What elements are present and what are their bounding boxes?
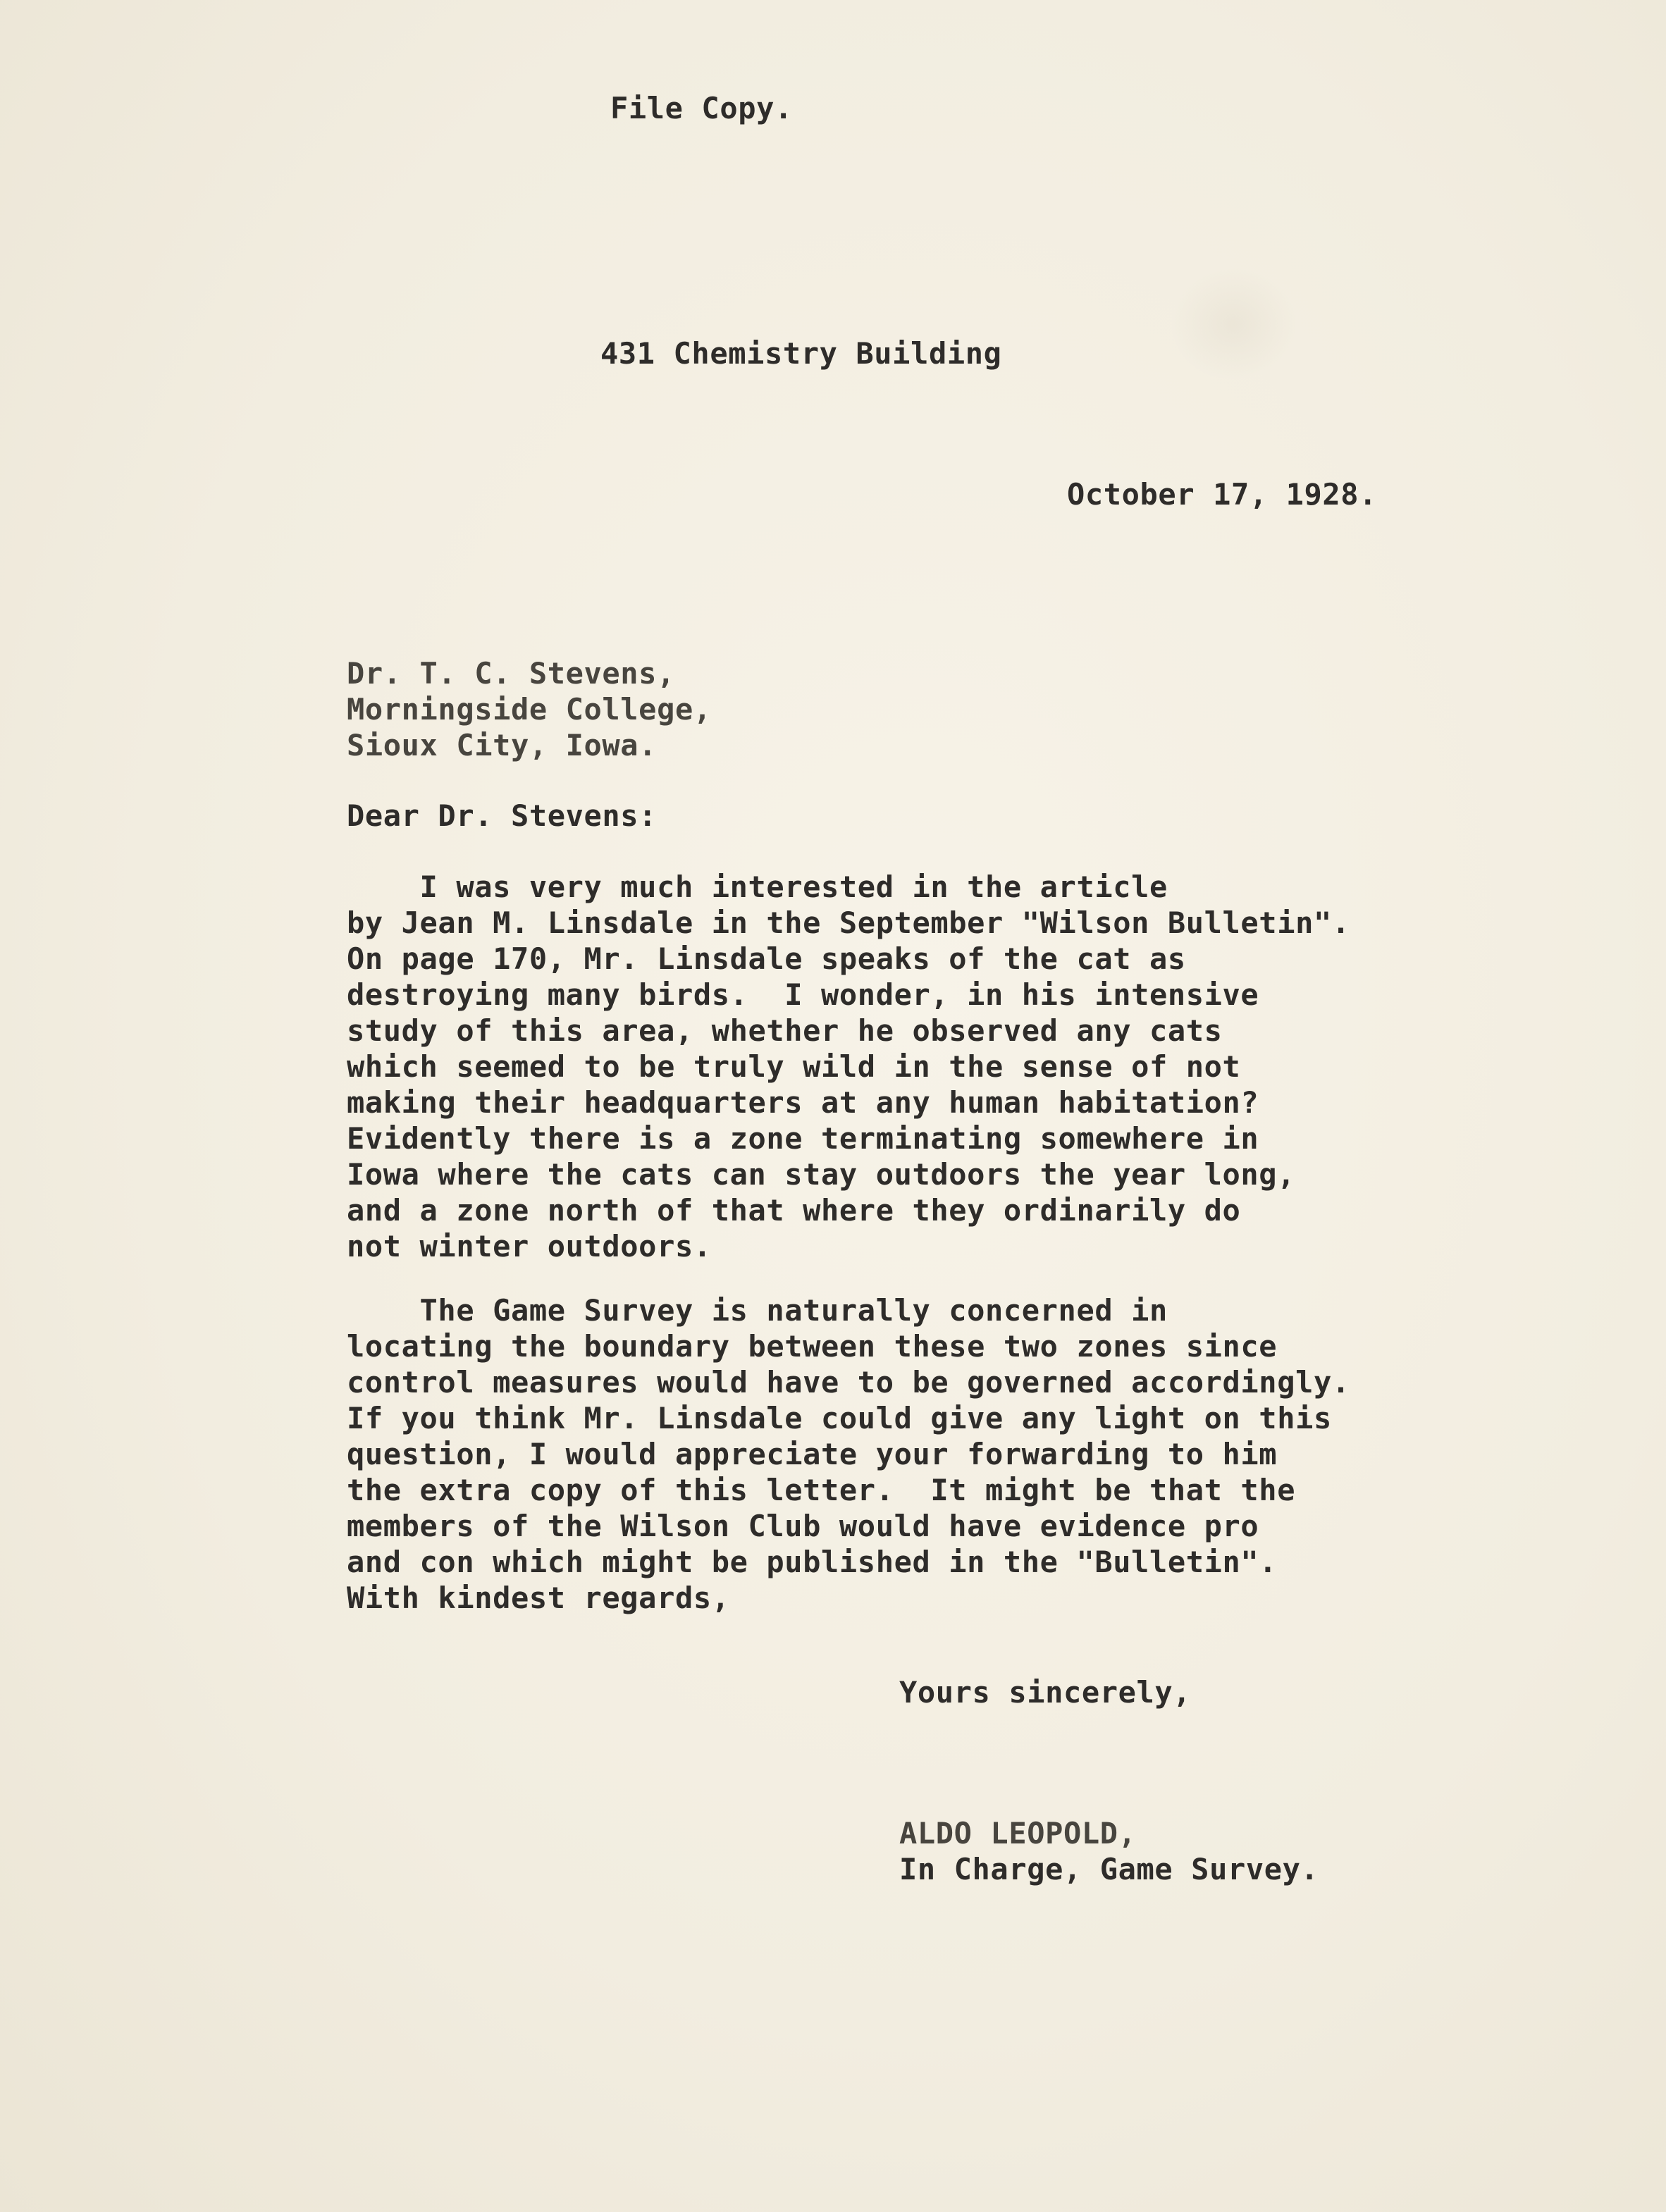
body-line: control measures would have to be governed accordingly.	[347, 1365, 1350, 1400]
body-line: On page 170, Mr. Linsdale speaks of the cat as	[347, 941, 1186, 976]
body-line: question, I would appreciate your forwarding to him	[347, 1437, 1278, 1471]
recipient-line: Dr. T. C. Stevens,	[347, 656, 675, 691]
body-line: the extra copy of this letter. It might be that the	[347, 1473, 1296, 1507]
sender-address: 431 Chemistry Building	[600, 336, 1002, 371]
body-line: which seemed to be truly wild in the sense of not	[347, 1049, 1241, 1084]
signature-title: In Charge, Game Survey.	[899, 1852, 1319, 1886]
body-line: and con which might be published in the "Bulletin".	[347, 1545, 1278, 1579]
closing: Yours sincerely,	[899, 1675, 1192, 1710]
body-line: and a zone north of that where they ordinarily do	[347, 1193, 1241, 1228]
paper-stain	[1170, 268, 1297, 381]
letter-date: October 17, 1928.	[1067, 477, 1378, 512]
body-line: members of the Wilson Club would have evidence pro	[347, 1509, 1259, 1543]
body-line: Evidently there is a zone terminating somewhere in	[347, 1121, 1259, 1156]
recipient-line: Sioux City, Iowa.	[347, 728, 658, 762]
file-copy-label: File Copy.	[610, 91, 793, 125]
body-line: Iowa where the cats can stay outdoors the year long,	[347, 1157, 1296, 1192]
salutation: Dear Dr. Stevens:	[347, 798, 658, 833]
body-line: by Jean M. Linsdale in the September "Wilson Bulletin".	[347, 906, 1350, 940]
body-line: study of this area, whether he observed any cats	[347, 1013, 1223, 1048]
signature-name: ALDO LEOPOLD,	[899, 1816, 1137, 1850]
body-line: I was very much interested in the article	[347, 870, 1168, 904]
body-line: locating the boundary between these two zones since	[347, 1329, 1278, 1364]
body-line: The Game Survey is naturally concerned in	[347, 1293, 1168, 1328]
body-line: destroying many birds. I wonder, in his intensive	[347, 977, 1259, 1012]
body-line: not winter outdoors.	[347, 1229, 712, 1263]
recipient-line: Morningside College,	[347, 692, 712, 727]
body-line: making their headquarters at any human habitation?	[347, 1085, 1259, 1120]
body-line: With kindest regards,	[347, 1581, 730, 1615]
body-line: If you think Mr. Linsdale could give any light on this	[347, 1401, 1332, 1435]
